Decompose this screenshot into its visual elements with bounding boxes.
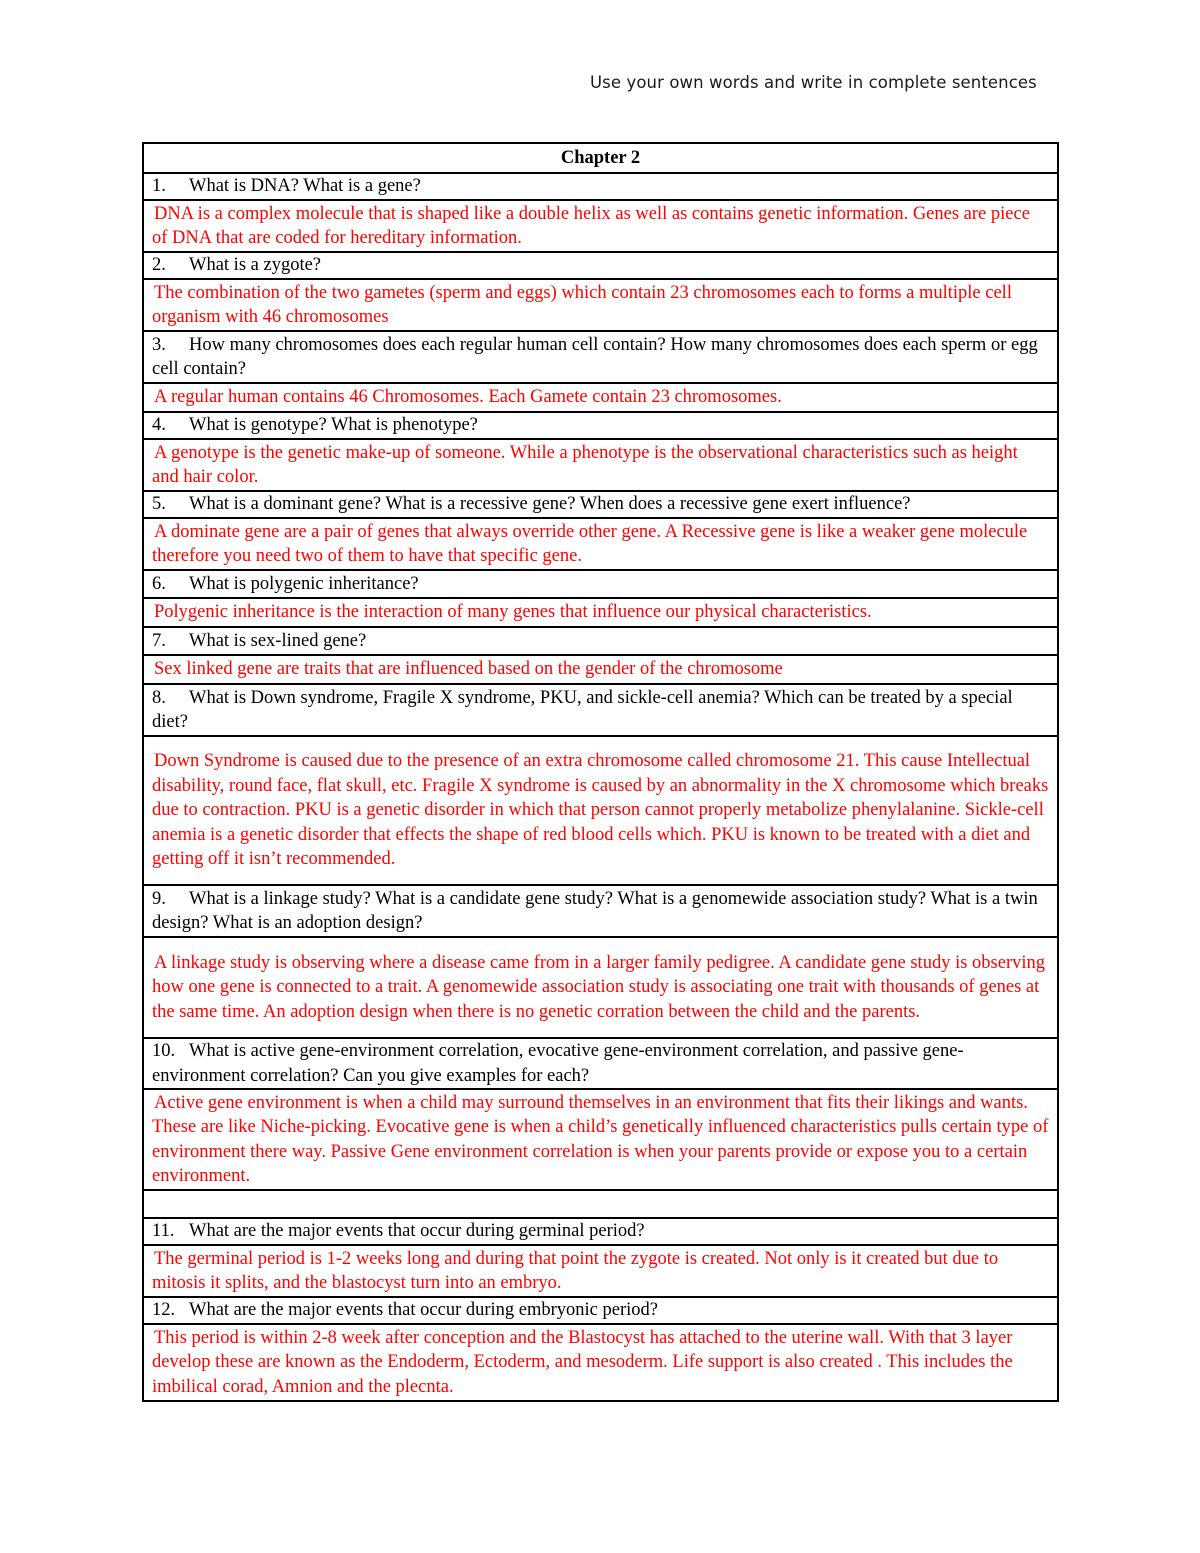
question-5 [143, 491, 1058, 518]
answer-text: Down Syndrome is caused due to the presence of an extra chromosome called chromosome 21. This cause Intellectual disability, round face, flat skull, etc. Fragile X syndrome is caused by an abnormality in the X chromosome which breaks due to contraction. PKU is a genetic disorder in which that person cannot properly metabolize phenylalanine. Sickle-cell anemia is a genetic disorder that effects the shape of red blood cells which. PKU is known to be treated with a diet and getting off it isn’t recommended. [152, 751, 1049, 870]
question-number: 3. [152, 334, 166, 355]
answer-row [143, 655, 1058, 684]
question-text: How many chromosomes does each regular human cell contain? How many chromosomes does each sperm or egg cell contain? [152, 334, 1038, 379]
answer-3[interactable] [143, 383, 1058, 412]
answer-text: This period is within 2-8 week after conception and the Blastocyst has attached to the uterine wall. With that 3 layer develop these are known as the Endoderm, Ectoderm, and mesoderm. Life support is also created . This includes the imbilical corad, Amnion and the plecnta. [152, 1327, 1013, 1397]
question-row [143, 412, 1058, 439]
question-2 [143, 252, 1058, 279]
answer-12[interactable] [143, 1324, 1058, 1401]
answer-row [143, 279, 1058, 331]
answer-9[interactable] [143, 937, 1058, 1038]
answer-6[interactable] [143, 598, 1058, 627]
question-text: What is Down syndrome, Fragile X syndrome, PKU, and sickle-cell anemia? Which can be treated by a special diet? [152, 687, 1013, 732]
question-12 [143, 1297, 1058, 1324]
question-text: What is genotype? What is phenotype? [189, 415, 478, 436]
question-row [143, 331, 1058, 383]
question-number: 6. [152, 573, 166, 594]
question-3 [143, 331, 1058, 383]
answer-row [143, 439, 1058, 491]
blank-cell [143, 1190, 1058, 1218]
question-number: 7. [152, 630, 166, 651]
question-number: 9. [152, 888, 166, 909]
answer-text: DNA is a complex molecule that is shaped like a double helix as well as contains genetic information. Genes are piece of DNA that are coded for hereditary information. [152, 203, 1030, 248]
question-number: 11. [152, 1221, 175, 1242]
question-number: 10. [152, 1041, 176, 1061]
answer-text: A genotype is the genetic make-up of someone. While a phenotype is the observational characteristics such as height and hair color. [152, 442, 1018, 487]
question-table [142, 142, 1059, 1402]
answer-text: A regular human contains 46 Chromosomes. Each Gamete contain 23 chromosomes. [154, 387, 782, 408]
answer-text: A linkage study is observing where a disease came from in a larger family pedigree. A candidate gene study is observing how one gene is connected to a trait. A genomewide association study is associating one trait with thousands of genes at the same time. An adoption design when there is no genetic corration between the child and the parents. [152, 952, 1045, 1022]
instruction-note: Use your own words and write in complete sentences [590, 73, 1037, 92]
title-row [143, 143, 1058, 173]
answer-row [143, 200, 1058, 252]
answer-4[interactable] [143, 439, 1058, 491]
question-row [143, 173, 1058, 200]
question-row [143, 684, 1058, 736]
answer-row [143, 518, 1058, 570]
answer-1[interactable] [143, 200, 1058, 252]
answer-8[interactable] [143, 736, 1058, 885]
question-number: 8. [152, 687, 166, 708]
question-text: What is a zygote? [189, 255, 322, 276]
question-number: 4. [152, 415, 166, 436]
answer-text: Active gene environment is when a child may surround themselves in an environment that fits their likings and wants. These are like Niche-picking. Evocative gene is when a child’s genetically influenced characteristics pulls certain type of environment there way. Passive Gene environment correlation is when your parents provide or expose you to a certain environment. [152, 1092, 1049, 1186]
question-10 [143, 1038, 1058, 1089]
answer-2[interactable] [143, 279, 1058, 331]
question-row [143, 491, 1058, 518]
question-text: What are the major events that occur during germinal period? [189, 1221, 645, 1242]
question-row [143, 1297, 1058, 1324]
question-row [143, 1218, 1058, 1245]
question-row [143, 1038, 1058, 1089]
answer-row [143, 937, 1058, 1038]
question-number: 12. [152, 1300, 176, 1321]
question-11 [143, 1218, 1058, 1245]
blank-row [143, 1190, 1058, 1218]
question-text: What is polygenic inheritance? [189, 573, 419, 594]
answer-10[interactable] [143, 1089, 1058, 1190]
answer-5[interactable] [143, 518, 1058, 570]
question-text: What is a dominant gene? What is a recessive gene? When does a recessive gene exert influence? [189, 494, 911, 515]
answer-row [143, 383, 1058, 412]
question-row [143, 252, 1058, 279]
question-row [143, 627, 1058, 655]
answer-11[interactable] [143, 1245, 1058, 1297]
question-7 [143, 627, 1058, 655]
question-1 [143, 173, 1058, 200]
answer-text: Sex linked gene are traits that are influenced based on the gender of the chromosome [154, 659, 783, 680]
question-6 [143, 570, 1058, 598]
question-text: What is sex-lined gene? [189, 630, 367, 651]
chapter-title: Chapter 2 [143, 143, 1058, 173]
question-number: 1. [152, 176, 166, 197]
question-row [143, 885, 1058, 937]
answer-row [143, 598, 1058, 627]
answer-text: Polygenic inheritance is the interaction of many genes that influence our physical characteristics. [154, 602, 872, 623]
answer-row [143, 1089, 1058, 1190]
answer-7[interactable] [143, 655, 1058, 684]
answer-text: The germinal period is 1-2 weeks long and during that point the zygote is created. Not only is it created but due to mitosis it splits, and the blastocyst turn into an embryo. [152, 1248, 999, 1293]
question-text: What are the major events that occur during embryonic period? [189, 1300, 658, 1321]
answer-row [143, 1324, 1058, 1401]
question-row [143, 570, 1058, 598]
answer-text: The combination of the two gametes (sperm and eggs) which contain 23 chromosomes each to forms a multiple cell organism with 46 chromosomes [152, 282, 1012, 327]
question-number: 2. [152, 255, 166, 276]
answer-row [143, 736, 1058, 885]
answer-text: A dominate gene are a pair of genes that always override other gene. A Recessive gene is like a weaker gene molecule therefore you need two of them to have that specific gene. [152, 521, 1028, 566]
question-text: What is DNA? What is a gene? [189, 176, 421, 197]
question-8 [143, 684, 1058, 736]
question-4 [143, 412, 1058, 439]
question-text: What is active gene-environment correlation, evocative gene-environment correlation, and passive gene-environment correlation? Can you give examples for each? [152, 1041, 964, 1086]
answer-row [143, 1245, 1058, 1297]
question-text: What is a linkage study? What is a candidate gene study? What is a genomewide association study? What is a twin design? What is an adoption design? [152, 888, 1038, 933]
question-number: 5. [152, 494, 166, 515]
question-9 [143, 885, 1058, 937]
